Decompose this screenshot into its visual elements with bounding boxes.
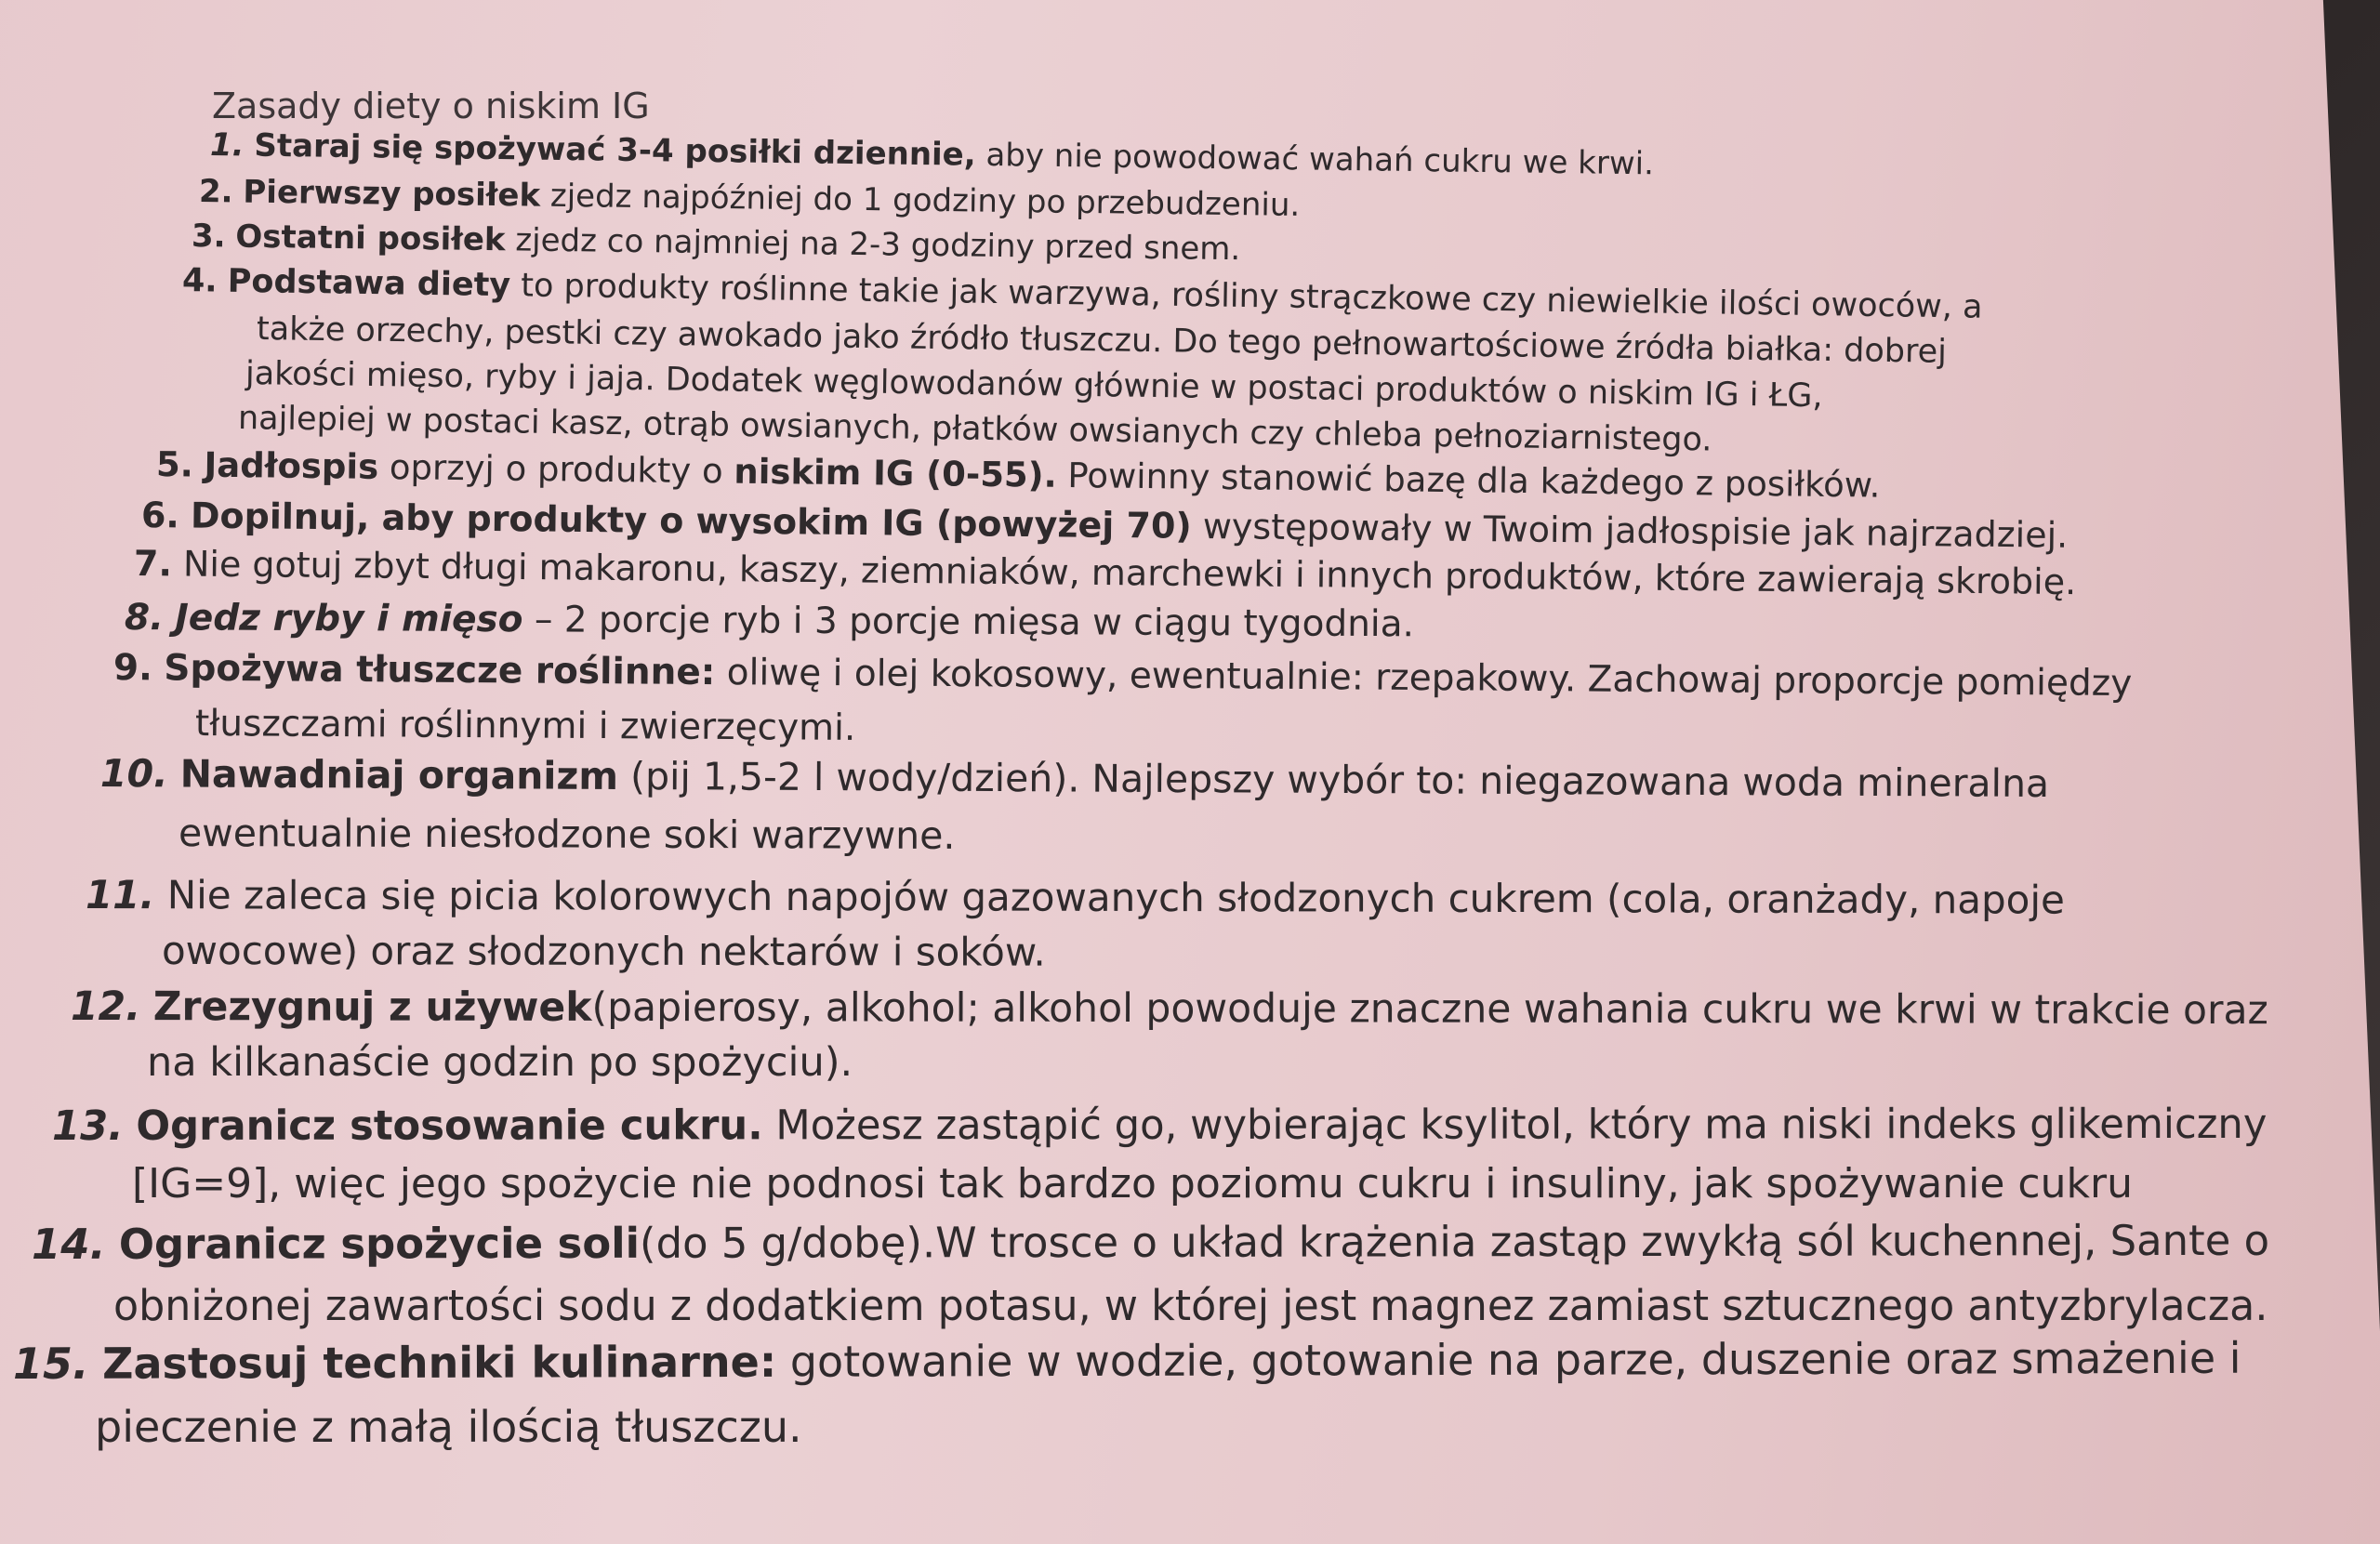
rule-4-continuation-3: najlepiej w postaci kasz, otrąb owsianych, płatków owsianych czy chleba pełnoziarnistego.	[237, 400, 1712, 459]
rule-number: 11.	[85, 872, 155, 918]
rule-15	[13, 1333, 2241, 1389]
rule-10	[100, 751, 2049, 806]
rule-bold-text: Staraj się spożywać 3-4 posiłki dziennie,	[254, 126, 976, 174]
rule-15-continuation-1: pieczenie z małą ilością tłuszczu.	[95, 1402, 802, 1452]
rule-3	[192, 218, 1241, 268]
rule-number: 8.	[124, 597, 165, 640]
rule-number: 2.	[198, 173, 233, 211]
rule-bold-text: Zastosuj techniki kulinarne:	[102, 1336, 777, 1389]
rule-12-continuation-1: na kilkanaście godzin po spożyciu).	[147, 1039, 853, 1086]
rule-text: występowały w Twoim jadłospisie jak najrzadziej.	[1191, 505, 2069, 556]
rule-text: Możesz zastąpić go, wybierając ksylitol, który ma niski indeks glikemiczny	[762, 1100, 2268, 1150]
rule-13-continuation-1: [IG=9], więc jego spożycie nie podnosi tak bardzo poziomu cukru i insuliny, jak spożywanie cukru	[132, 1160, 2133, 1207]
rule-number: 9.	[112, 647, 153, 690]
rule-text: to produkty roślinne takie jak warzywa, rośliny strączkowe czy niewielkie ilości owoców, a	[509, 267, 1983, 326]
rule-bold-text: Ogranicz stosowanie cukru.	[136, 1102, 763, 1150]
rule-number: 10.	[99, 751, 168, 797]
rule-number: 3.	[191, 218, 226, 256]
rule-text: zjedz najpóźniej do 1 godziny po przebudzeniu.	[539, 177, 1301, 224]
rule-bold-text: Dopilnuj, aby produkty o wysokim IG (powyżej 70)	[190, 495, 1192, 547]
rule-2	[199, 173, 1301, 224]
rule-text: Nie gotuj zbyt długi makaronu, kaszy, ziemniaków, marchewki i innych produktów, które zawierają skrobię.	[171, 543, 2077, 603]
rule-number: 5.	[155, 444, 194, 485]
rule-bold-text: Zrezygnuj z używek	[152, 983, 592, 1031]
rule-14-continuation-1: obniżonej zawartości sodu z dodatkiem potasu, w której jest magnez zamiast sztucznego antyzbrylacza.	[113, 1281, 2268, 1330]
rule-text: aby nie powodować wahań cukru we krwi.	[975, 136, 1655, 183]
rule-text: gotowanie w wodzie, gotowanie na parze, duszenie oraz smażenie i	[776, 1332, 2241, 1387]
rule-text-2: Powinny stanowić bazę dla każdego z posiłków.	[1056, 455, 1881, 506]
rule-number: 15.	[12, 1338, 89, 1389]
rule-bold-text: Spożywa tłuszcze roślinne:	[164, 647, 716, 694]
rule-text: (do 5 g/dobę).W trosce o układ krążenia zastąp zwykłą sól kuchennej, Sante o	[639, 1215, 2270, 1268]
rule-bold-text: Ogranicz spożycie soli	[118, 1218, 641, 1269]
rule-number: 14.	[31, 1219, 106, 1269]
rule-number: 4.	[181, 262, 218, 300]
rule-9-continuation-1: tłuszczami roślinnymi i zwierzęcymi.	[194, 703, 856, 749]
document-title: Zasady diety o niskim IG	[212, 86, 650, 126]
rule-text: (papierosy, alkohol; alkohol powoduje znaczne wahania cukru we krwi w trakcie oraz	[591, 983, 2268, 1035]
rule-bold-text: Ostatni posiłek	[235, 218, 506, 259]
rule-11-continuation-1: owocowe) oraz słodzonych nektarów i soków.	[161, 928, 1046, 975]
rule-bold-text: Podstawa diety	[227, 262, 511, 305]
rule-14	[32, 1216, 2269, 1269]
rule-text: zjedz co najmniej na 2-3 godziny przed snem.	[505, 221, 1241, 269]
rule-bold-text-2: niskim IG (0-55).	[734, 451, 1057, 495]
rule-13	[52, 1101, 2267, 1150]
rule-number: 7.	[133, 543, 173, 585]
rule-text: oliwę i olej kokosowy, ewentualnie: rzepakowy. Zachowaj proporcje pomiędzy	[715, 652, 2133, 706]
rule-bold-text: Jedz ryby i mięso	[175, 597, 523, 641]
rule-text: (pij 1,5-2 l wody/dzień). Najlepszy wybór to: niegazowana woda mineralna	[617, 753, 2050, 806]
rule-number: 1.	[209, 126, 245, 165]
rule-bold-text: Pierwszy posiłek	[243, 173, 541, 215]
rule-number: 12.	[70, 983, 141, 1031]
rule-text: – 2 porcje ryb i 3 porcje mięsa w ciągu tygodnia.	[522, 599, 1415, 646]
rule-9	[113, 647, 2133, 705]
rule-number: 13.	[51, 1102, 124, 1150]
rule-text: Nie zaleca się picia kolorowych napojów gazowanych słodzonych cukrem (cola, oranżady, napoje	[154, 872, 2065, 923]
rule-text: oprzyj o produkty o	[377, 446, 734, 492]
rule-8	[125, 597, 1414, 645]
rule-12	[71, 983, 2268, 1034]
rule-bold-text: Nawadniaj organizm	[179, 751, 619, 798]
rule-4-continuation-2: jakości mięso, ryby i jaja. Dodatek węglowodanów głównie w postaci produktów o niskim IG i ŁG,	[245, 355, 1823, 416]
rule-bold-text: Jadłospis	[204, 444, 379, 487]
rule-11	[86, 872, 2065, 923]
rule-4-continuation-1: także orzechy, pestki czy awokado jako źródło tłuszczu. Do tego pełnowartościowe źródła białka: dobrej	[256, 310, 1948, 371]
rule-number: 6.	[140, 495, 180, 536]
rule-10-continuation-1: ewentualnie niesłodzone soki warzywne.	[178, 811, 956, 858]
rule-1	[210, 126, 1654, 182]
